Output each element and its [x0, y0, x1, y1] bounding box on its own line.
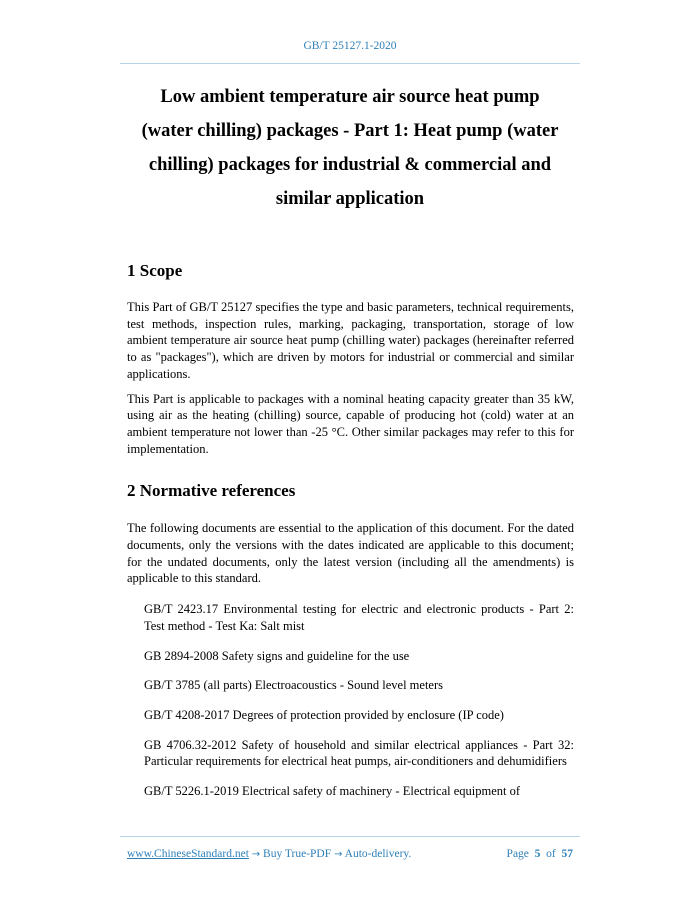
scope-paragraph-1: This Part of GB/T 25127 specifies the type and basic parameters, technical requirements, test methods, inspection rules, marking, packaging, transportation, storage of low ambient temperature air source heat pump (chilling water) packages (hereinafter referred to as "packages"), which are driven by motors for industrial or commercial and similar applications.	[127, 300, 574, 381]
page-footer	[127, 848, 573, 864]
section-heading-scope: 1 Scope	[127, 261, 183, 280]
reference-item: GB 2894-2008 Safety signs and guideline for the use	[144, 648, 410, 663]
section-heading-normative-references: 2 Normative references	[127, 481, 296, 501]
footer-divider	[120, 836, 580, 837]
reference-item: GB/T 5226.1-2019 Electrical safety of machinery - Electrical equipment of	[144, 784, 521, 799]
page-number	[507, 848, 573, 860]
page-label: Page	[506, 848, 529, 860]
document-title: Low ambient temperature air source heat pump (water chilling) packages - Part 1: Heat pump (water chilling) packages for industrial & commercial and similar application	[141, 87, 559, 209]
buy-true-pdf-link[interactable]: Buy True-PDF	[263, 848, 332, 860]
auto-delivery-text: Auto-delivery.	[344, 848, 412, 860]
of-label: of	[546, 848, 556, 860]
reference-item: GB/T 4208-2017 Degrees of protection provided by enclosure (IP code)	[144, 707, 504, 722]
arrow-right-icon: →	[334, 849, 343, 860]
header-divider	[120, 63, 580, 64]
website-link[interactable]: www.ChineseStandard.net	[127, 848, 249, 860]
reference-item: GB/T 3785 (all parts) Electroacoustics - Sound level meters	[144, 678, 443, 693]
running-header: GB/T 25127.1-2020	[303, 40, 397, 52]
normative-intro-paragraph: The following documents are essential to the application of this document. For the dated documents, only the versions with the dates indicated are applicable to this document; for the undated documents, only the latest version (including all the amendments) is applicable to this standard.	[127, 521, 574, 586]
total-pages-number: 57	[561, 848, 573, 860]
reference-item: GB 4706.32-2012 Safety of household and similar electrical appliances - Part 32: Particular requirements for electrical heat pumps, air-conditioners and dehumidifiers	[144, 737, 574, 769]
current-page-number: 5	[534, 848, 541, 860]
reference-list	[127, 601, 574, 800]
document-body	[127, 258, 574, 800]
arrow-right-icon: →	[251, 849, 261, 860]
footer-links	[127, 848, 411, 860]
reference-item: GB/T 2423.17 Environmental testing for electric and electronic products - Part 2: Test method - Test Ka: Salt mist	[144, 602, 574, 633]
scope-paragraph-2: This Part is applicable to packages with a nominal heating capacity greater than 35 kW, using air as the heating (chilling) source, capable of producing hot (cold) water at an ambient temperature not lower than -25 °C. Other similar packages may refer to this for implementation.	[127, 391, 574, 456]
